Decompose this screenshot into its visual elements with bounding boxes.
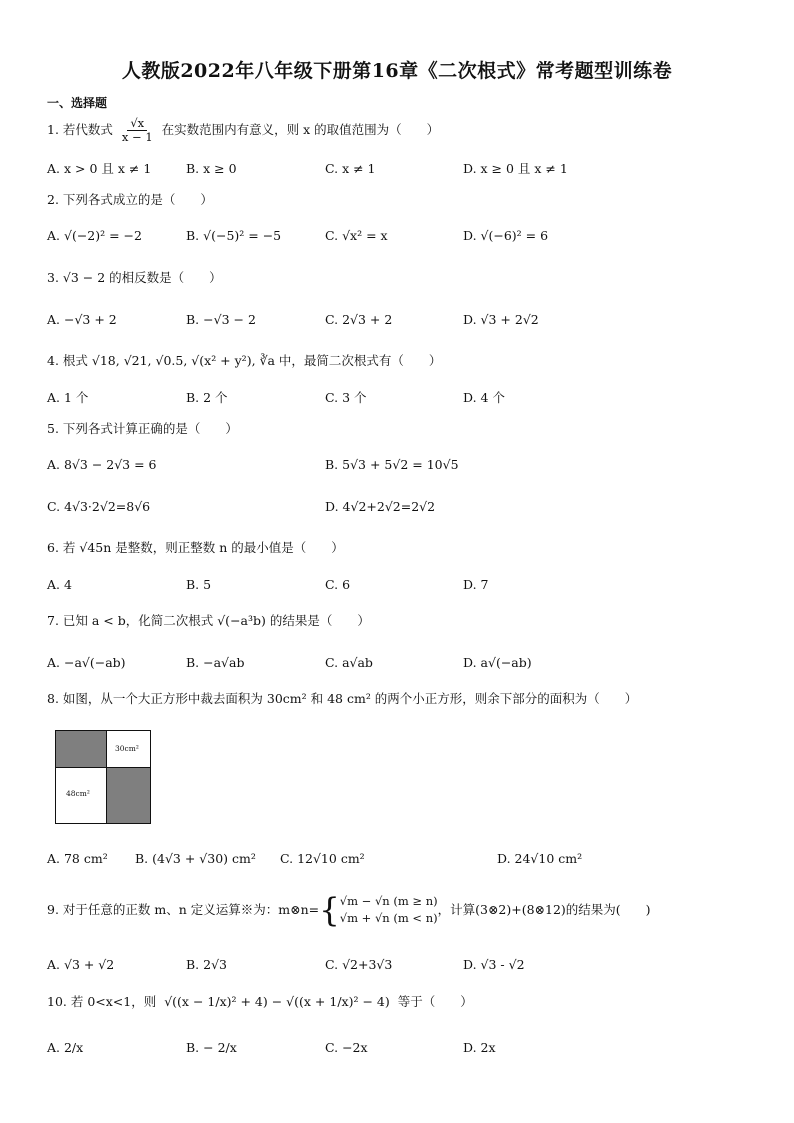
q3-option-a[interactable]: A. −√3 + 2 [47,312,117,327]
q2-option-d[interactable]: D. √(−6)² = 6 [463,228,549,243]
q9-option-b[interactable]: B. 2√3 [186,957,228,972]
question-9-stem: 9. 对于任意的正数 m、n 定义运算※为：m⊗n={ √m − √n (m ≥ n) √m + √n (m < n) ，计算(3⊗2)+(8⊗12)的结果为( ) [47,891,651,929]
small-square-48 [56,768,107,823]
q1-option-a[interactable]: A. x > 0 且 x ≠ 1 [47,161,152,176]
q6-option-a[interactable]: A. 4 [47,577,72,592]
q7-option-c[interactable]: C. a√ab [325,655,373,670]
q10-option-b[interactable]: B. − 2/x [186,1040,237,1055]
q10-option-c[interactable]: C. −2x [325,1040,368,1055]
q8-option-b[interactable]: B. (4√3 + √30) cm² [135,851,256,866]
q7-option-b[interactable]: B. −a√ab [186,655,245,670]
q4-option-d[interactable]: D. 4 个 [463,390,505,405]
q2-option-b[interactable]: B. √(−5)² = −5 [186,228,282,243]
q10-expression: √((x − 1/x)² + 4) − √((x + 1/x)² − 4) [164,994,390,1009]
q9-cases: √m − √n (m ≥ n) √m + √n (m < n) [339,894,438,926]
squares-figure [55,730,151,824]
q6-option-b[interactable]: B. 5 [186,577,212,592]
q6-option-c[interactable]: C. 6 [325,577,351,592]
q9-brace: { [319,891,340,929]
q1-fraction: $\frac{√x}{x - 1}$ [121,116,153,145]
question-10-stem: 10. 若 0<x<1，则 √((x − 1/x)² + 4) − √((x + 1/x)² − 4) 等于（ ） [47,994,473,1009]
q5-option-a[interactable]: A. 8√3 − 2√3 = 6 [47,457,157,472]
shaded-region-bottom-right [107,768,150,823]
q7-option-a[interactable]: A. −a√(−ab) [47,655,126,670]
q6-option-d[interactable]: D. 7 [463,577,489,592]
q5-option-c[interactable]: C. 4√3·2√2=8√6 [47,499,151,514]
q2-option-a[interactable]: A. √(−2)² = −2 [47,228,142,243]
q3-option-d[interactable]: D. √3 + 2√2 [463,312,539,327]
q8-option-c[interactable]: C. 12√10 cm² [280,851,365,866]
q9-option-d[interactable]: D. √3 - √2 [463,957,525,972]
small-square-30 [107,731,150,768]
q1-option-c[interactable]: C. x ≠ 1 [325,161,376,176]
q7-option-d[interactable]: D. a√(−ab) [463,655,532,670]
question-5-stem: 5. 下列各式计算正确的是（ ） [47,421,238,436]
q4-option-a[interactable]: A. 1 个 [47,390,89,405]
question-1-stem: 1. 若代数式 $\frac{√x}{x - 1}$ 在实数范围内有意义，则 x 的取值范围为（ ） [47,116,440,145]
q5-option-b[interactable]: B. 5√3 + 5√2 = 10√5 [325,457,459,472]
page-title: 人教版2022年八年级下册第16章《二次根式》常考题型训练卷 [121,60,673,82]
q10-option-a[interactable]: A. 2/x [47,1040,84,1055]
q1-option-b[interactable]: B. x ≥ 0 [186,161,237,176]
q4-option-b[interactable]: B. 2 个 [186,390,228,405]
q8-option-a[interactable]: A. 78 cm² [47,851,108,866]
question-7-stem: 7. 已知 a < b，化简二次根式 √(−a³b) 的结果是（ ） [47,613,370,628]
q3-option-c[interactable]: C. 2√3 + 2 [325,312,393,327]
section-heading: 一、选择题 [47,96,108,110]
shaded-region-top-left [56,731,107,768]
question-6-stem: 6. 若 √45n 是整数，则正整数 n 的最小值是（ ） [47,540,344,555]
q2-option-c[interactable]: C. √x² = x [325,228,388,243]
question-4-stem: 4. 根式 √18, √21, √0.5, √(x² + y²), ∛a 中，最简二次根式有（ ） [47,353,442,368]
label-48cm2: 48cm² [66,789,90,798]
q10-option-d[interactable]: D. 2x [463,1040,496,1055]
q9-option-c[interactable]: C. √2+3√3 [325,957,393,972]
q5-option-d[interactable]: D. 4√2+2√2=2√2 [325,499,436,514]
q9-option-a[interactable]: A. √3 + √2 [47,957,115,972]
q4-option-c[interactable]: C. 3 个 [325,390,367,405]
label-30cm2: 30cm² [115,744,139,753]
q1-option-d[interactable]: D. x ≥ 0 且 x ≠ 1 [463,161,568,176]
q3-option-b[interactable]: B. −√3 − 2 [186,312,256,327]
question-3-stem: 3. √3 − 2 的相反数是（ ） [47,270,222,285]
q8-option-d[interactable]: D. 24√10 cm² [497,851,583,866]
question-8-stem: 8. 如图，从一个大正方形中裁去面积为 30cm² 和 48 cm² 的两个小正方形，则余下部分的面积为（ ） [47,691,638,706]
question-2-stem: 2. 下列各式成立的是（ ） [47,192,213,207]
